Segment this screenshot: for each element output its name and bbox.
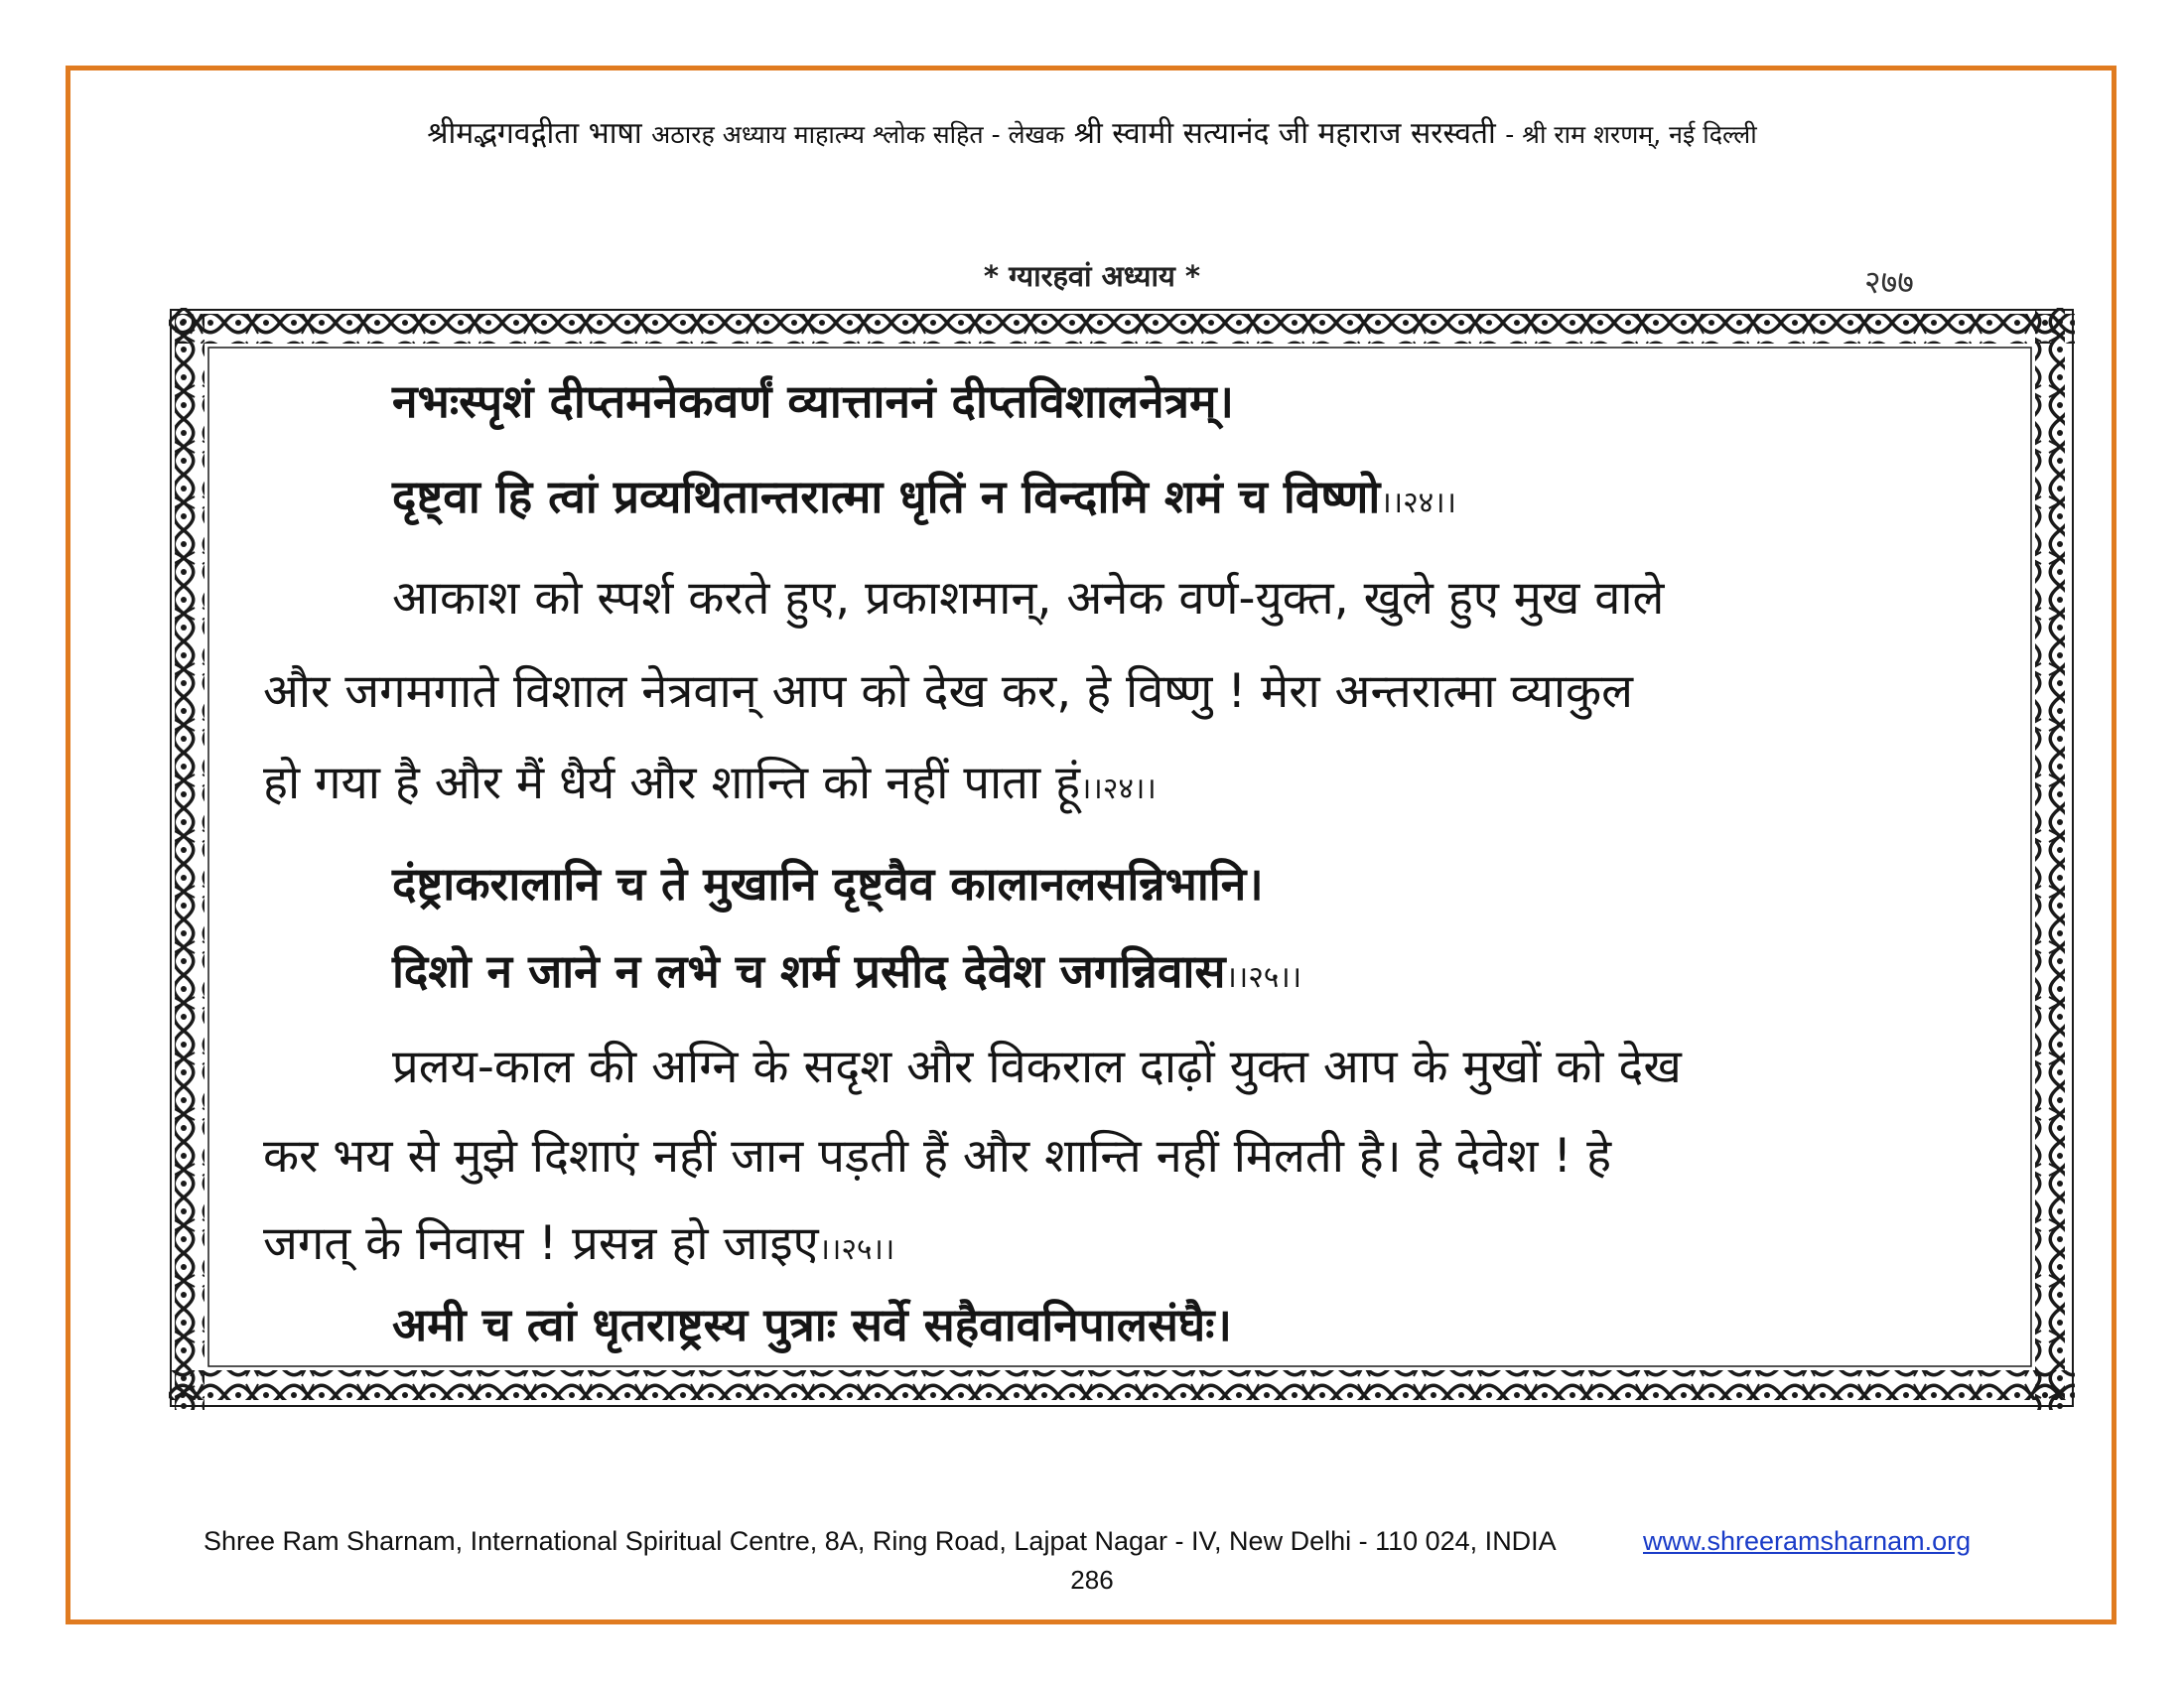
header-publisher: - श्री राम शरणम्, नई दिल्ली [1505,120,1757,149]
translation-line: कर भय से मुझे दिशाएं नहीं जान पड़ती हैं और शान्ति नहीं मिलती है। हे देवेश ! हे [263,1129,1612,1184]
scanned-page [169,308,2075,1410]
shloka-line: दृष्ट्वा हि त्वां प्रव्यथितान्तरात्मा धृतिं न विन्दामि शमं च विष्णो।।२४।। [392,470,1457,523]
page-header [0,111,2184,152]
shloka-line: अमी च त्वां धृतराष्ट्रस्य पुत्राः सर्वे सहैवावनिपालसंघैः। [392,1298,1232,1351]
translation-line: और जगमगाते विशाल नेत्रवान् आप को देख कर, हे विष्णु ! मेरा अन्तरात्मा व्याकुल [263,664,1634,719]
shloka-line: दिशो न जाने न लभे च शर्म प्रसीद देवेश जगन्निवास।।२५।। [392,944,1302,998]
translation-line: प्रलय-काल की अग्नि के सदृश और विकराल दाढ़ों युक्त आप के मुखों को देख [392,1040,1682,1094]
translation-line: जगत् के निवास ! प्रसन्न हो जाइए।।२५।। [263,1216,895,1271]
translation-line: आकाश को स्पर्श करते हुए, प्रकाशमान्, अनेक वर्ण-युक्त, खुले हुए मुख वाले [392,571,1665,626]
shloka-line: दंष्ट्राकरालानि च ते मुखानि दृष्ट्वैव कालानलसन्निभानि। [392,857,1264,911]
translation-line: हो गया है और मैं धैर्य और शान्ति को नहीं पाता हूं।।२४।। [263,756,1157,810]
header-subtitle: अठारह अध्याय माहात्म्य श्लोक सहित - लेखक [651,120,1065,149]
shloka-line: नभःस्पृशं दीप्तमनेकवर्णं व्यात्ताननं दीप्तविशालनेत्रम्। [392,374,1234,428]
website-link[interactable]: www.shreeramsharnam.org [1643,1526,1972,1556]
footer-address: Shree Ram Sharnam, International Spiritual Centre, 8A, Ring Road, Lajpat Nagar - IV, New Delhi - 110 024, INDIA [204,1526,1557,1556]
header-author: श्री स्वामी सत्यानंद जी महाराज सरस्वती [1073,116,1496,151]
chapter-heading: * ग्यारहवां अध्याय * [983,259,1201,293]
footer-page-number: 286 [1070,1565,1114,1595]
scan-page-number: २७७ [1864,263,1914,301]
header-title: श्रीमद्भगवद्गीता भाषा [427,116,642,151]
